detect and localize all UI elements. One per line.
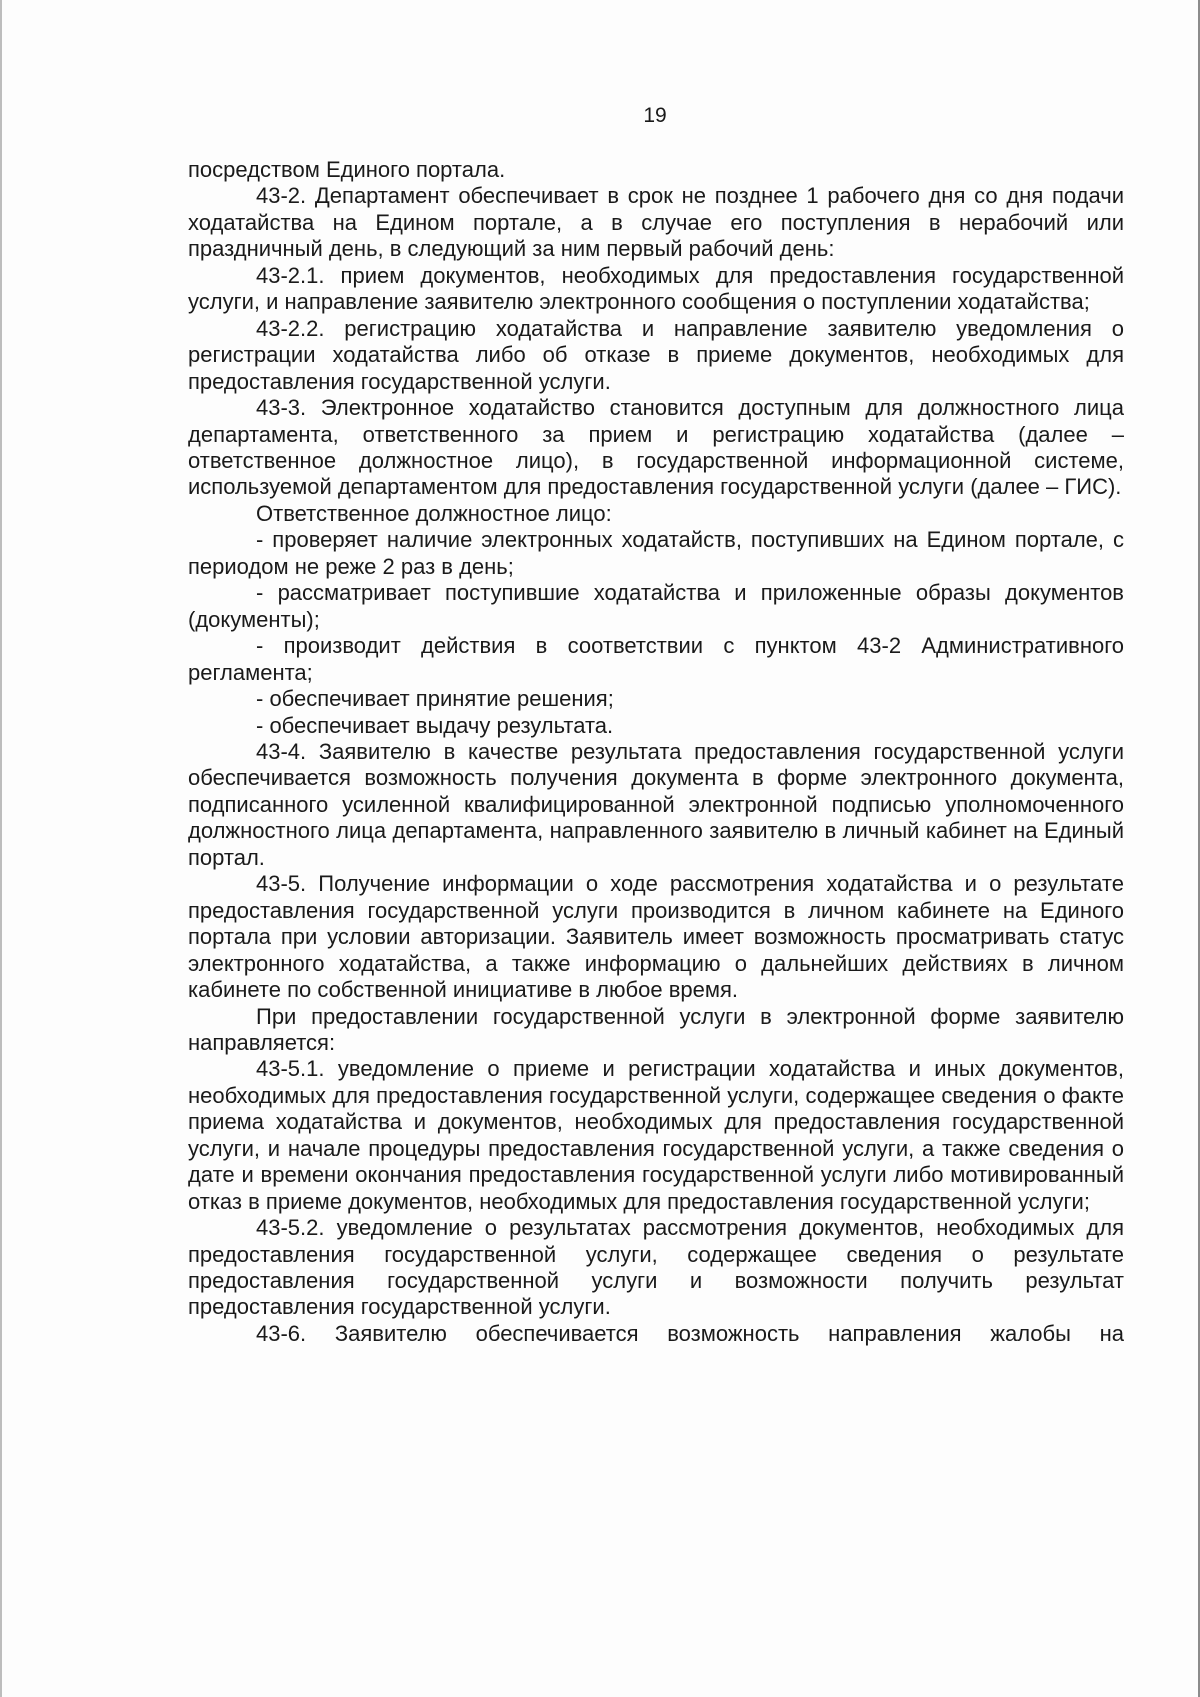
list-item-checks: - проверяет наличие электронных ходатайств, поступивших на Едином портале, с периодом не реже 2 раз в день; <box>188 527 1124 579</box>
list-item-decision: - обеспечивает принятие решения; <box>256 686 614 712</box>
list-item-performs: - производит действия в соответствии с пунктом 43-2 Административного регламента; <box>188 633 1124 685</box>
paragraph-electronic-form: При предоставлении государственной услуги в электронной форме заявителю направляется: <box>188 1003 1124 1055</box>
list-item-result: - обеспечивает выдачу результата. <box>256 712 614 738</box>
paragraph-43-5-2: 43-5.2. уведомление о результатах рассмотрения документов, необходимых для предоставления государственной услуги, содержащее сведения о результате предоставления государственной услуги и возможности получить результат предоставления государственной услуги. <box>188 1215 1124 1320</box>
paragraph-43-2-1: 43-2.1. прием документов, необходимых для предоставления государственной услуги, и направление заявителю электронного сообщения о поступлении ходатайства; <box>188 262 1124 315</box>
paragraph-43-5: 43-5. Получение информации о ходе рассмотрения ходатайства и о результате предоставления государственной услуги производится в личном кабинете на Единого портала при условии авторизации. Заявитель имеет возможность просматривать статус электронного ходатайства, а также информацию о дальнейших действиях в личном кабинете по собственной инициативе в любое время. <box>188 871 1124 1003</box>
paragraph-43-6: 43-6. Заявителю обеспечивается возможность направления жалобы на <box>256 1320 1124 1346</box>
list-item-reviews: - рассматривает поступившие ходатайства и приложенные образы документов (документы); <box>188 580 1124 632</box>
paragraph-43-4: 43-4. Заявителю в качестве результата предоставления государственной услуги обеспечивается возможность получения документа в форме электронного документа, подписанного усиленной квалифицированной электронной подписью уполномоченного должностного лица департамента, направленного заявителю в личный кабинет на Единый портал. <box>188 738 1124 870</box>
paragraph-43-3: 43-3. Электронное ходатайство становится доступным для должностного лица департамента, ответственного за прием и регистрацию ходатайства (далее – ответственное должностное лицо), в государственной информационной системе, используемой департаментом для предоставления государственной услуги (далее – ГИС). <box>188 395 1124 500</box>
paragraph-43-2-2: 43-2.2. регистрацию ходатайства и направление заявителю уведомления о регистрации ходатайства либо об отказе в приеме документов, необходимых для предоставления государственной услуги. <box>188 315 1124 394</box>
paragraph-43-5-1: 43-5.1. уведомление о приеме и регистрации ходатайства и иных документов, необходимых для предоставления государственной услуги, содержащее сведения о факте приема ходатайства и документов, необходимых для предоставления государственной услуги, и начале процедуры предоставления государственной услуги, а также сведения о дате и времени окончания предоставления государственной услуги либо мотивированный отказ в приеме документов, необходимых для предоставления государственной услуги; <box>188 1056 1124 1214</box>
document-body <box>188 157 1124 1347</box>
paragraph-43-2: 43-2. Департамент обеспечивает в срок не позднее 1 рабочего дня со дня подачи ходатайства на Едином портале, а в случае его поступления в нерабочий или праздничный день, в следующий за ним первый рабочий день: <box>188 183 1124 262</box>
page-number: 19 <box>643 104 667 127</box>
scan-edge-left <box>0 0 2 1697</box>
paragraph-responsible-official: Ответственное должностное лицо: <box>256 500 612 526</box>
paragraph-continuation: посредством Единого портала. <box>188 157 506 182</box>
